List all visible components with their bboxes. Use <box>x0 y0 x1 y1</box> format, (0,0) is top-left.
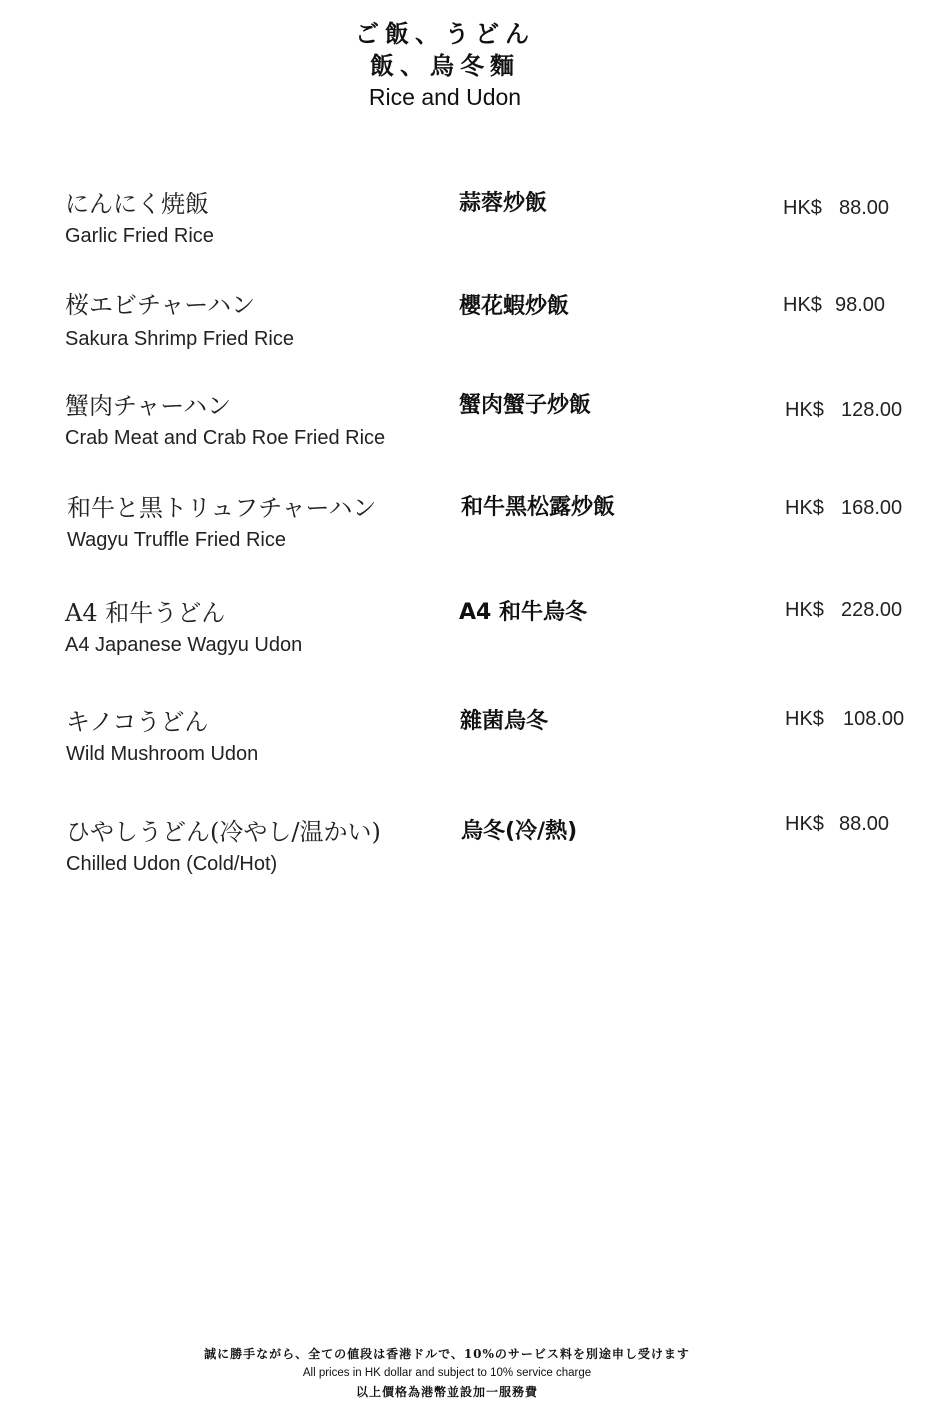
currency-label: HK$ <box>783 294 822 316</box>
item-name-jp: ひやしうどん(冷やし/温かい) <box>66 818 381 846</box>
currency-label: HK$ <box>785 813 824 835</box>
item-name-en: Chilled Udon (Cold/Hot) <box>66 853 278 875</box>
item-name-en: Wild Mushroom Udon <box>66 743 259 765</box>
menu-item-a4-wagyu-udon <box>0 598 932 678</box>
item-name-en: A4 Japanese Wagyu Udon <box>65 634 303 656</box>
item-name-en: Crab Meat and Crab Roe Fried Rice <box>65 427 386 449</box>
menu-item-wild-mushroom-udon <box>0 707 932 787</box>
item-name-cn: 櫻花蝦炒飯 <box>459 294 570 319</box>
item-price <box>785 811 889 837</box>
currency-label: HK$ <box>785 708 824 730</box>
footer-note-cn: 以上價格為港幣並設加一服務費 <box>355 1385 538 1399</box>
currency-label: HK$ <box>785 399 824 421</box>
item-name-jp: A4 和牛うどん <box>65 599 226 627</box>
price-value: 228.00 <box>841 599 903 621</box>
item-name-en: Garlic Fried Rice <box>65 225 214 247</box>
currency-label: HK$ <box>785 497 824 519</box>
price-value: 108.00 <box>843 708 905 730</box>
menu-item-sakura-shrimp-fried-rice <box>0 290 932 370</box>
item-name-cn: 蒜蓉炒飯 <box>459 191 548 216</box>
currency-label: HK$ <box>785 599 824 621</box>
menu-item-crab-fried-rice <box>0 391 932 471</box>
item-name-cn: 蟹肉蟹子炒飯 <box>459 393 592 418</box>
section-title-cn: 飯、烏冬麵 <box>370 51 520 80</box>
price-value: 88.00 <box>839 197 890 219</box>
section-title-jp: ご飯、うどん <box>355 19 535 48</box>
item-price <box>785 597 902 623</box>
section-title-en: Rice and Udon <box>368 84 522 110</box>
menu-item-garlic-fried-rice <box>0 189 932 269</box>
item-name-jp: 蟹肉チャーハン <box>65 392 232 420</box>
footer-note-jp: 誠に勝手ながら、全ての値段は香港ドルで、10%のサービス料を別途申し受けます <box>204 1347 690 1361</box>
item-name-cn: A4 和牛烏冬 <box>459 600 587 625</box>
item-name-en: Wagyu Truffle Fried Rice <box>67 529 286 551</box>
item-price <box>785 706 904 732</box>
item-price <box>785 397 902 423</box>
item-name-jp: 桜エビチャーハン <box>65 291 256 319</box>
menu-item-chilled-udon <box>0 813 932 897</box>
item-price <box>783 292 885 318</box>
price-value: 88.00 <box>839 813 890 835</box>
item-name-jp: 和牛と黒トリュフチャーハン <box>67 494 377 522</box>
menu-header <box>0 18 890 112</box>
item-price <box>785 495 902 521</box>
item-name-jp: にんにく焼飯 <box>65 190 209 218</box>
currency-label: HK$ <box>783 197 822 219</box>
price-value: 128.00 <box>841 399 903 421</box>
item-name-cn: 雜菌烏冬 <box>460 709 549 734</box>
item-name-cn: 和牛黑松露炒飯 <box>461 495 616 520</box>
item-name-jp: キノコうどん <box>66 708 209 736</box>
item-name-en: Sakura Shrimp Fried Rice <box>65 328 294 350</box>
menu-footer <box>0 1344 894 1402</box>
price-value: 98.00 <box>835 294 886 316</box>
item-name-cn: 烏冬(冷/熱) <box>461 819 578 844</box>
price-value: 168.00 <box>841 497 903 519</box>
menu-item-wagyu-truffle-fried-rice <box>0 493 932 573</box>
item-price <box>783 195 889 221</box>
footer-note-en: All prices in HK dollar and subject to 10% service charge <box>302 1367 592 1379</box>
